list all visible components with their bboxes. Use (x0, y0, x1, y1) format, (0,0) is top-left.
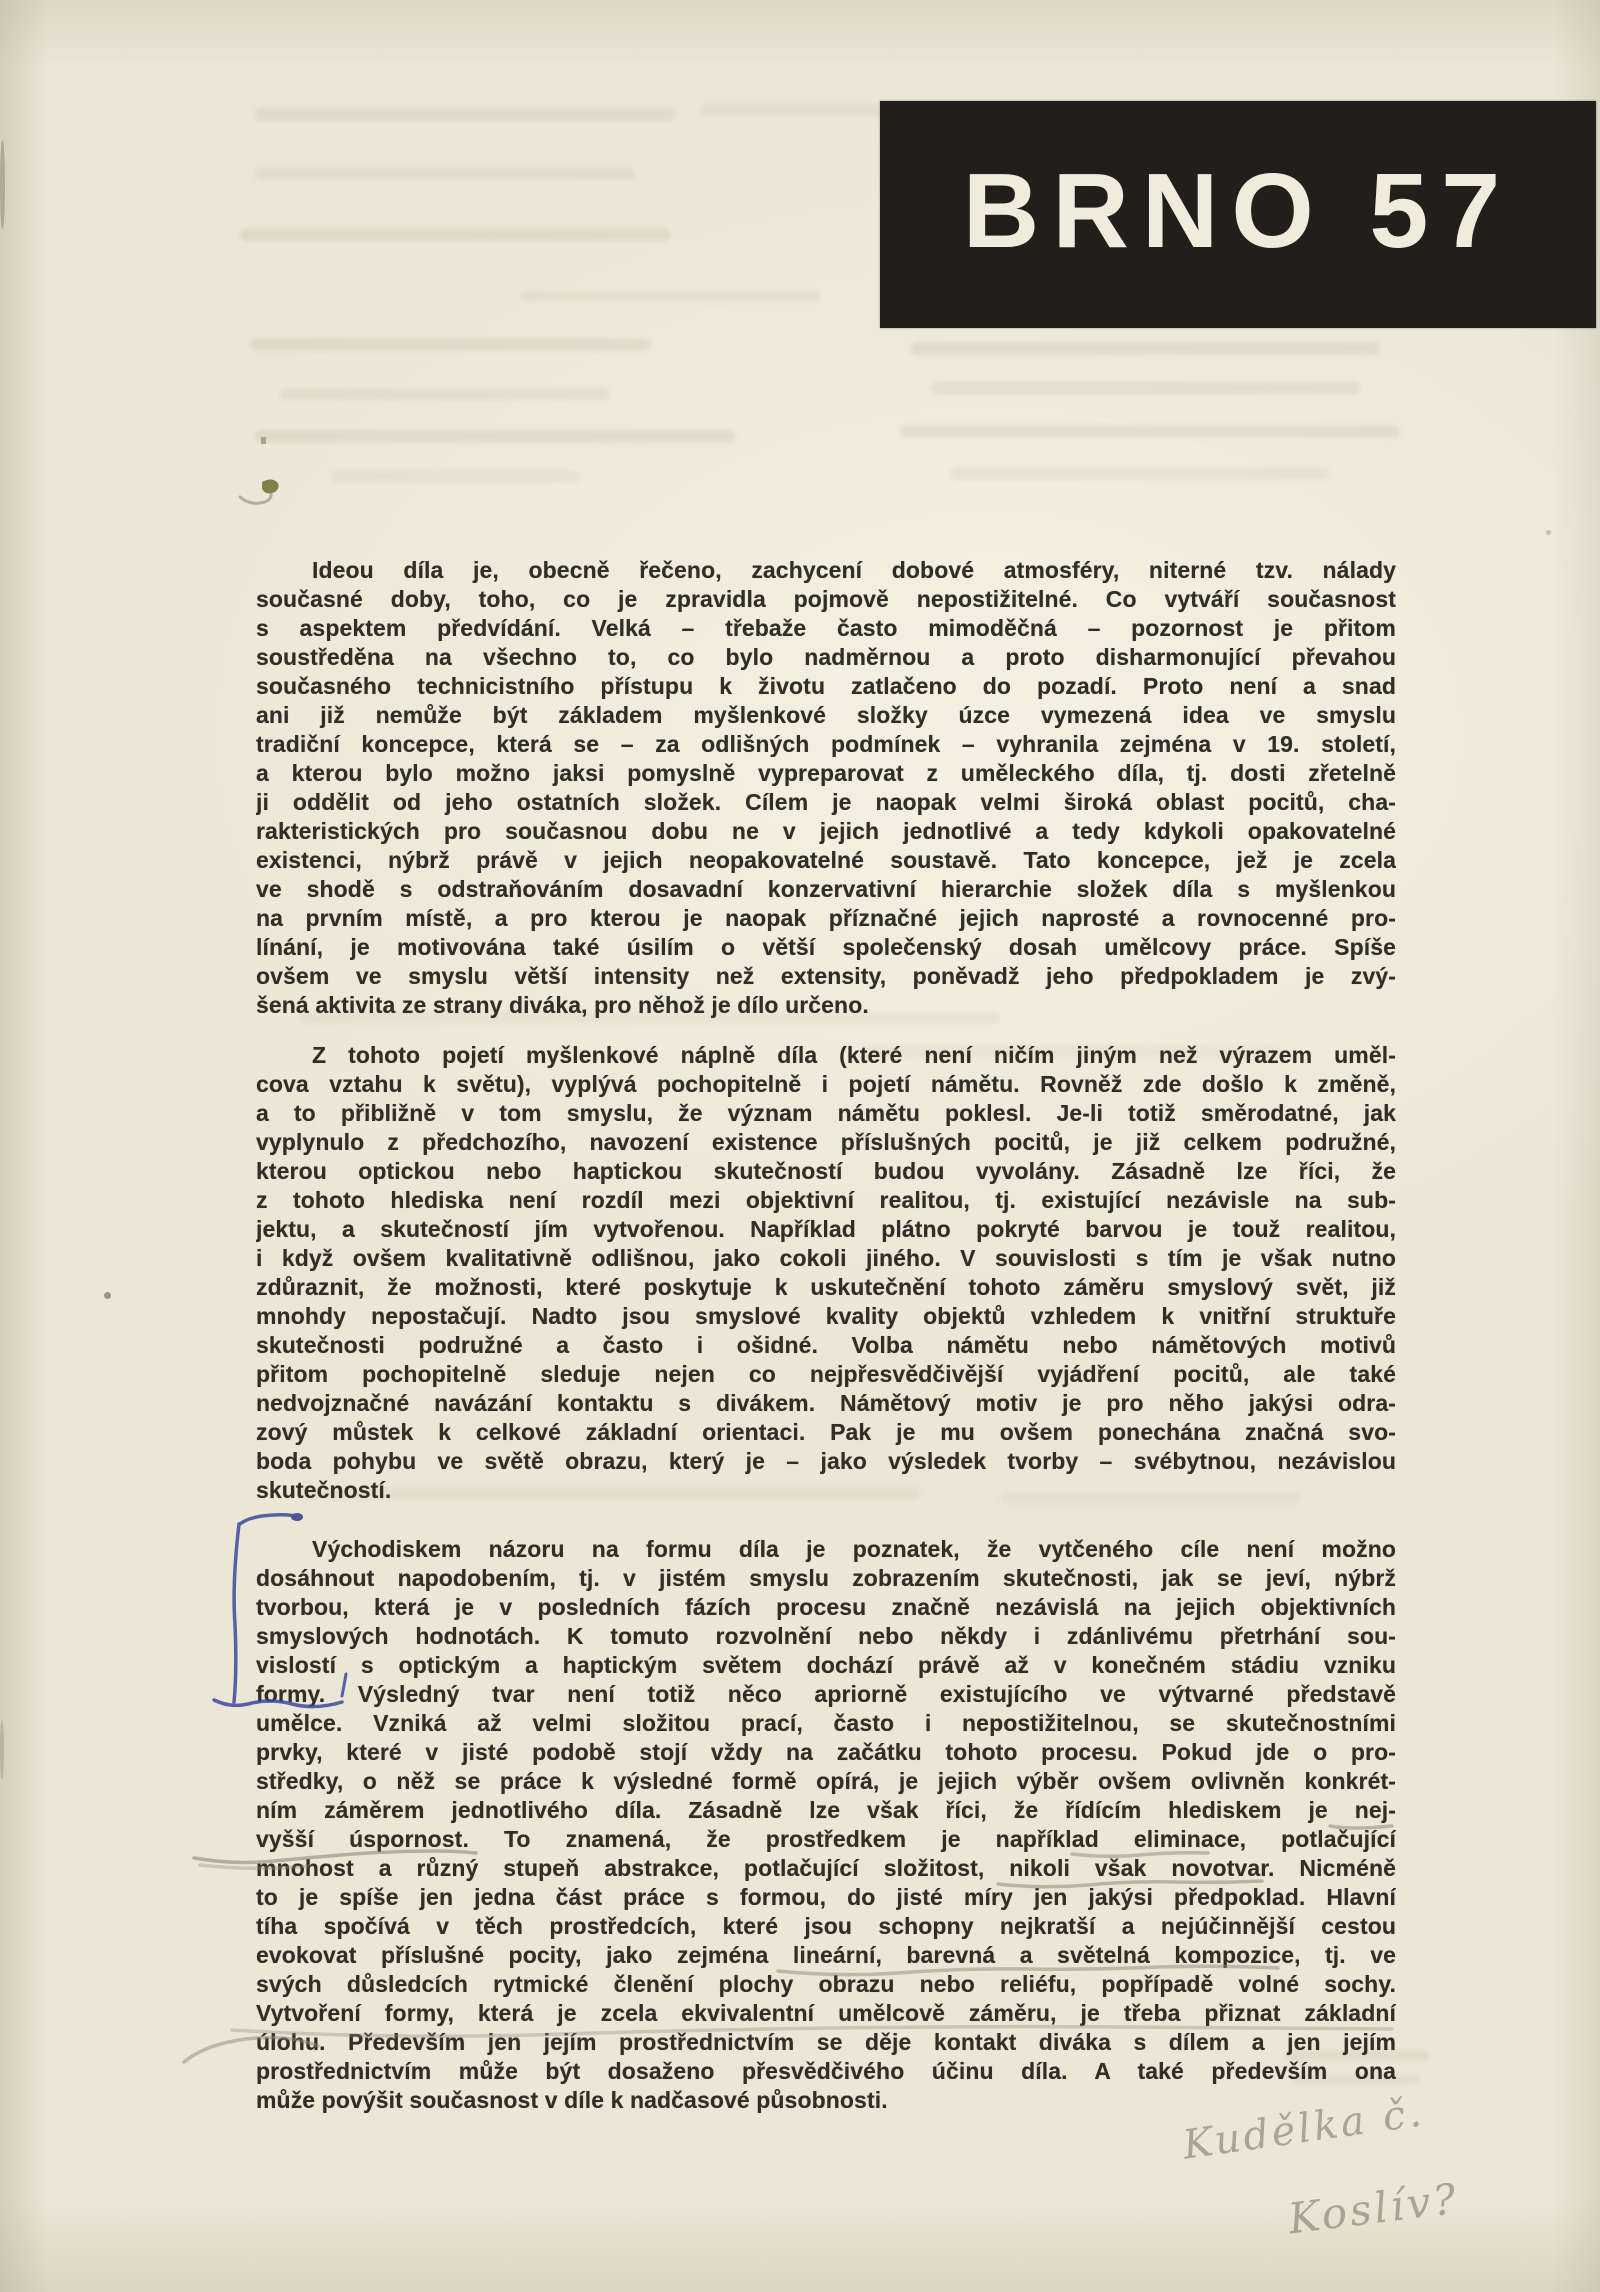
text-line: boda pohybu ve světě obrazu, který je – jako výsledek tvorby – svébytnou, nezávislou (256, 1448, 1396, 1474)
handwritten-annotation: Kudělka č. (1179, 2089, 1427, 2169)
text-line: mnohost a různý stupeň abstrakce, potlačující složitost, nikoli však novotvar. Nicméně (256, 1855, 1396, 1881)
text-line: na prvním místě, a pro kterou je naopak příznačné jejich naprosté a rovnocenné pro- (256, 905, 1396, 931)
page-title: BRNO 57 (962, 152, 1514, 270)
text-line: prvky, které v jisté podobě stojí vždy na začátku tohoto procesu. Pokud jde o pro- (256, 1739, 1396, 1765)
text-line: vyplynulo z předchozího, navození existence příslušných pocitů, je již celkem podružné, (256, 1129, 1396, 1155)
text-line: rakteristických pro současnou dobu ne v jejich jednotlivé a tedy kdykoli opakovatelné (256, 818, 1396, 844)
text-line: současné doby, toho, co je zpravidla pojmově nepostižitelné. Co vytváří současnost (256, 586, 1396, 612)
text-line: vislostí s optickým a haptickým světem dochází právě až v konečném stádiu vzniku (256, 1652, 1396, 1678)
text-line: umělce. Vzniká až velmi složitou prací, často i nepostižitelnou, se skutečnostními (256, 1710, 1396, 1736)
text-line: tvorbou, která je v posledních fázích procesu značně nezávislá na jejich objektivních (256, 1594, 1396, 1620)
paper-speck (1546, 530, 1551, 535)
text-line: ji oddělit od jeho ostatních složek. Cílem je naopak velmi široká oblast pocitů, cha- (256, 789, 1396, 815)
text-line: ve shodě s odstraňováním dosavadní konzervativní hierarchie složek díla s myšlenkou (256, 876, 1396, 902)
paper-speck (104, 1292, 111, 1299)
text-line: prostřednictvím může být dosaženo přesvědčivého účinu díla. A také především ona (256, 2058, 1396, 2084)
paragraph (256, 556, 1396, 1020)
text-line: evokovat příslušné pocity, jako zejména lineární, barevná a světelná kompozice, tj. ve (256, 1942, 1396, 1968)
text-line: zdůraznit, že možnosti, které poskytuje k uskutečnění tohoto záměru smyslový svět, již (256, 1274, 1396, 1300)
text-line: Východiskem názoru na formu díla je poznatek, že vytčeného cíle není možno (312, 1536, 1396, 1562)
text-line: může povýšit současnost v díle k nadčasové působnosti. (256, 2087, 888, 2113)
text-line: to je spíše jen jedna část práce s formou, do jisté míry jen jakýsi předpoklad. Hlavní (256, 1884, 1396, 1910)
text-line: dosáhnout napodobením, tj. v jistém smyslu zobrazením skutečnosti, jak se jeví, nýbrž (256, 1565, 1396, 1591)
text-line: a kterou bylo možno jaksi pomyslně vypreparovat z uměleckého díla, tj. dosti zřetelně (256, 760, 1396, 786)
text-line: z tohoto hlediska není rozdíl mezi objektivní realitou, tj. existující nezávisle na sub- (256, 1187, 1396, 1213)
paragraph (256, 1535, 1396, 2115)
text-line: ani již nemůže být základem myšlenkové složky úzce vymezená idea ve smyslu (256, 702, 1396, 728)
text-line: jektu, a skutečností jím vytvořenou. Například plátno pokryté barvou je touž realitou, (256, 1216, 1396, 1242)
paragraph (256, 1041, 1396, 1505)
text-line: ním záměrem jednotlivého díla. Zásadně lze však říci, že řídícím hlediskem je nej- (256, 1797, 1396, 1823)
text-line: šená aktivita ze strany diváka, pro něhož je dílo určeno. (256, 992, 869, 1018)
text-line: Ideou díla je, obecně řečeno, zachycení dobové atmosféry, niterné tzv. nálady (312, 557, 1396, 583)
text-line: s aspektem předvídání. Velká – třebaže často mimoděčná – pozornost je přitom (256, 615, 1396, 641)
text-line: Z tohoto pojetí myšlenkové náplně díla (které není ničím jiným než výrazem uměl- (312, 1042, 1396, 1068)
text-line: formy. Výsledný tvar není totiž něco apriorně existujícího ve výtvarné představě (256, 1681, 1396, 1707)
text-line: skutečností. (256, 1477, 392, 1503)
text-line: přitom pochopitelně sleduje nejen co nejpřesvědčivější vyjádření pocitů, ale také (256, 1361, 1396, 1387)
text-line: soustředěna na všechno to, co bylo nadměrnou a proto disharmonující převahou (256, 644, 1396, 670)
text-line: současného technicistního přístupu k životu zatlačeno do pozadí. Proto není a snad (256, 673, 1396, 699)
text-line: smyslových hodnotách. K tomuto rozvolnění nebo někdy i zdánlivému přetrhání sou- (256, 1623, 1396, 1649)
text-line: zový můstek k celkové základní orientaci. Pak je mu ovšem ponechána značná svo- (256, 1419, 1396, 1445)
text-line: středky, o něž se práce k výsledné formě opírá, je jejich výběr ovšem ovlivněn konkrét- (256, 1768, 1396, 1794)
text-line: kterou optickou nebo haptickou skutečností budou vyvolány. Zásadně lze říci, že (256, 1158, 1396, 1184)
text-line: Vytvoření formy, která je zcela ekvivalentní umělcově záměru, je třeba přiznat základní (256, 2000, 1396, 2026)
handwritten-annotation: Koslív? (1285, 2173, 1462, 2244)
text-line: úlohu. Především jen jejím prostřednictvím se děje kontakt diváka s dílem a jen jejím (256, 2029, 1396, 2055)
text-line: ovšem ve smyslu větší intensity než extensity, poněvadž jeho předpokladem je zvý- (256, 963, 1396, 989)
text-line: svých důsledcích rytmické členění plochy obrazu nebo reliéfu, popřípadě volné sochy. (256, 1971, 1396, 1997)
text-line: existenci, nýbrž právě v jejich neopakovatelné soustavě. Tato koncepce, jež je zcela (256, 847, 1396, 873)
paper-speck (0, 1720, 4, 1780)
text-line: skutečnosti podružné a často i ošidné. Volba námětu nebo námětových motivů (256, 1332, 1396, 1358)
text-line: tradiční koncepce, která se – za odlišných podmínek – vyhranila zejména v 19. století, (256, 731, 1396, 757)
text-line: tíha spočívá v těch prostředcích, které jsou schopny nejkratší a nejúčinnější cestou (256, 1913, 1396, 1939)
text-line: mnohdy nepostačují. Nadto jsou smyslové kvality objektů vzhledem k vnitřní struktuře (256, 1303, 1396, 1329)
text-line: vyšší úspornost. To znamená, že prostředkem je například eliminace, potlačující (256, 1826, 1396, 1852)
text-line: i když ovšem kvalitativně odlišnou, jako cokoli jiného. V souvislosti s tím je však nutno (256, 1245, 1396, 1271)
paper-speck (0, 140, 5, 230)
text-line: nedvojznačné navázání kontaktu s divákem. Námětový motiv je pro něho jakýsi odra- (256, 1390, 1396, 1416)
text-line: cova vztahu k světu), vyplývá pochopitelně i pojetí námětu. Rovněž zde došlo k změně, (256, 1071, 1396, 1097)
text-line: línání, je motivována také úsilím o větší společenský dosah umělcovy práce. Spíše (256, 934, 1396, 960)
text-line: a to přibližně v tom smyslu, že význam námětu poklesl. Je-li totiž směrodatné, jak (256, 1100, 1396, 1126)
